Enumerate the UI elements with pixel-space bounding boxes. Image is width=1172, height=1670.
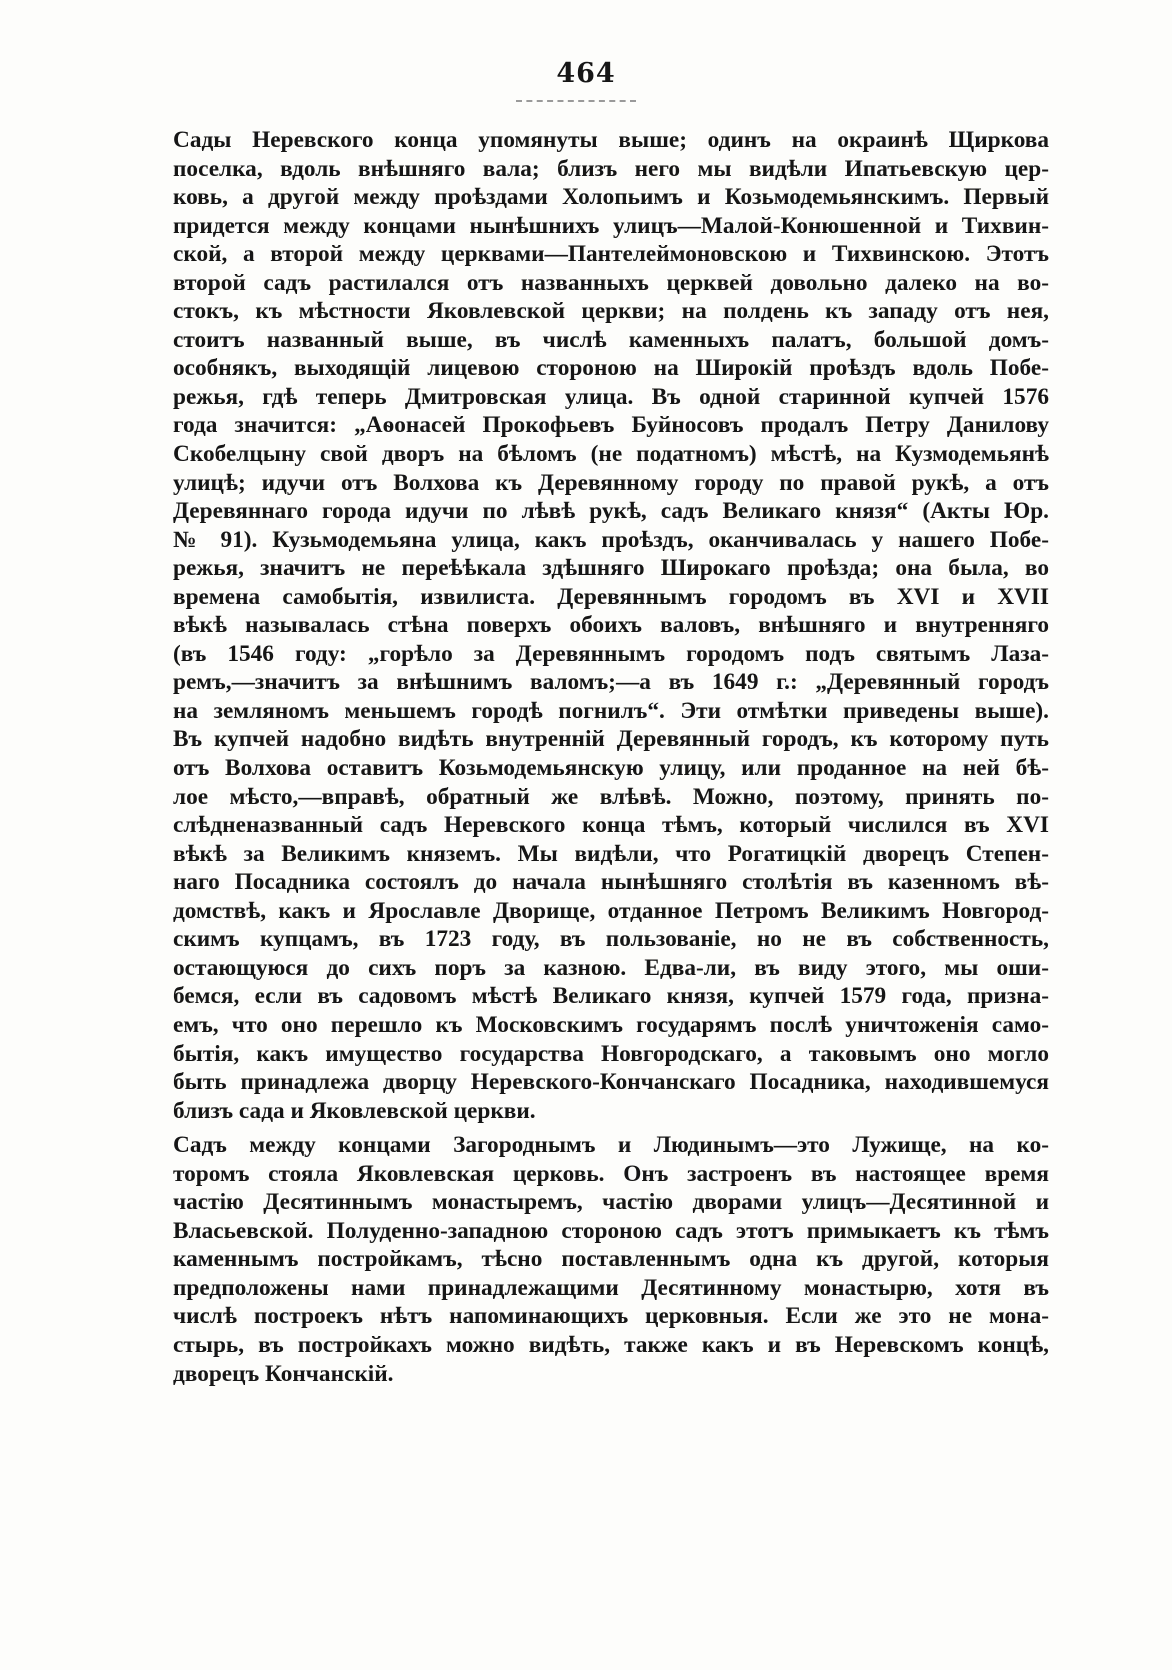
text-line: (въ 1546 году: „горѣло за Деревяннымъ городомъ подъ святымъ Лаза- (173, 640, 1049, 667)
text-line: каменнымъ постройкамъ, тѣсно поставленнымъ одна къ другой, которыя (173, 1246, 1049, 1273)
text-line: ской, а второй между церквами—Пантелеймоновскою и Тихвинскою. Этотъ (173, 241, 1049, 268)
text-line: емъ, что оно перешло къ Московскимъ государямъ послѣ уничтоженія само- (173, 1011, 1049, 1038)
text-line: Въ купчей надобно видѣть внутренній Деревянный городъ, къ которому путь (173, 726, 1049, 753)
text-line: торомъ стояла Яковлевская церковь. Онъ застроенъ въ настоящее время (173, 1160, 1049, 1187)
text-line: стокъ, къ мѣстности Яковлевской церкви; на полдень къ западу отъ нея, (173, 298, 1049, 325)
text-line: отъ Волхова оставитъ Козьмодемьянскую улицу, или проданное на ней бѣ- (173, 755, 1049, 782)
text-line: остающуюся до сихъ поръ за казною. Едва-ли, въ виду этого, мы оши- (173, 954, 1049, 981)
text-line: второй садъ растилался отъ названныхъ церквей довольно далеко на во- (173, 269, 1049, 296)
text-line: вѣкѣ называлась стѣна поверхъ обоихъ валовъ, внѣшняго и внутренняго (173, 612, 1049, 639)
text-line: стоитъ названный выше, въ числѣ каменныхъ палатъ, большой домъ- (173, 326, 1049, 353)
body-text (131, 126, 1049, 1388)
text-line: Скобелцыну свой дворъ на бѣломъ (не податномъ) мѣстѣ, на Кузмодемьянѣ (173, 441, 1049, 468)
text-line: на земляномъ меньшемъ городѣ погнилъ“. Эти отмѣтки приведены выше). (173, 697, 1049, 724)
text-line: вѣкѣ за Великимъ княземъ. Мы видѣли, что Рогатицкій дворецъ Степен- (173, 840, 1049, 867)
text-line: времена самобытія, извилиста. Деревяннымъ городомъ въ XVI и XVII (173, 583, 1049, 610)
text-line: режья, значитъ не переѣѣкала здѣшняго Широкаго проѣзда; она была, во (173, 555, 1049, 582)
text-line: близъ сада и Яковлевской церкви. (173, 1097, 536, 1124)
text-line: числѣ построекъ нѣтъ напоминающихъ церковныя. Если же это не мона- (173, 1303, 1049, 1330)
text-line: наго Посадника состоялъ до начала нынѣшняго столѣтія въ казенномъ вѣ- (173, 869, 1049, 896)
paragraph-1 (131, 126, 1049, 1125)
text-line: бытія, какъ имущество государства Новгородскаго, а таковымъ оно могло (173, 1040, 1049, 1067)
text-line: Власьевской. Полуденно-западною стороною садъ этотъ примыкаетъ къ тѣмъ (173, 1217, 1049, 1244)
text-line: Деревяннаго города идучи по лѣвѣ рукѣ, садъ Великаго князя“ (Акты Юр. (173, 498, 1049, 525)
text-line: домствѣ, какъ и Ярославле Дворище, отданное Петромъ Великимъ Новгород- (173, 897, 1049, 924)
text-line: № 91). Кузьмодемьяна улица, какъ проѣздъ, оканчивалась у нашего Побе- (173, 526, 1049, 553)
page-number: 464 (556, 58, 616, 89)
text-line: слѣдненазванный садъ Неревского конца тѣмъ, который числился въ XVI (173, 812, 1049, 839)
text-line: стырь, въ постройкахъ можно видѣть, также какъ и въ Неревскомъ концѣ, (173, 1331, 1049, 1358)
text-line: придется между концами нынѣшнихъ улицъ—Малой-Конюшенной и Тихвин- (173, 212, 1049, 239)
text-line: улицѣ; идучи отъ Волхова къ Деревянному городу по правой рукѣ, а отъ (173, 469, 1049, 496)
text-line: особнякъ, выходящій лицевою стороною на Широкій проѣздъ вдоль Побе- (173, 355, 1049, 382)
text-line: года значится: „Аѳонасей Прокофьевъ Буйносовъ продалъ Петру Данилову (173, 412, 1049, 439)
text-line: бемся, если въ садовомъ мѣстѣ Великаго князя, купчей 1579 года, призна- (173, 983, 1049, 1010)
text-line: скимъ купцамъ, въ 1723 году, въ пользованіе, но не въ собственность, (173, 926, 1049, 953)
text-line: поселка, вдоль внѣшняго вала; близъ него мы видѣли Ипатьевскую цер- (173, 155, 1049, 182)
text-line: дворецъ Кончанскій. (173, 1360, 394, 1387)
text-line: ремъ,—значитъ за внѣшнимъ валомъ;—а въ 1649 г.: „Деревянный городъ (173, 669, 1049, 696)
text-line: Садъ между концами Загороднымъ и Людинымъ—это Лужище, на ко- (173, 1132, 1049, 1159)
text-line: предположены нами принадлежащими Десятинному монастырю, хотя въ (173, 1274, 1049, 1301)
text-line: лое мѣсто,—вправѣ, обратный же влѣвѣ. Можно, поэтому, принять по- (173, 783, 1049, 810)
text-line: Сады Неревского конца упомянуты выше; одинъ на окраинѣ Щиркова (173, 127, 1049, 153)
paragraph-2 (131, 1131, 1049, 1388)
text-line: режья, гдѣ теперь Дмитровская улица. Въ одной старинной купчей 1576 (173, 383, 1049, 410)
header-divider (516, 100, 636, 102)
text-line: ковь, а другой между проѣздами Холопьимъ и Козьмодемьянскимъ. Первый (173, 184, 1049, 211)
text-line: частію Десятиннымъ монастыремъ, частію дворами улицъ—Десятинной и (173, 1189, 1049, 1216)
text-line: быть принадлежа дворцу Неревского-Кончанскаго Посадника, находившемуся (173, 1069, 1049, 1096)
